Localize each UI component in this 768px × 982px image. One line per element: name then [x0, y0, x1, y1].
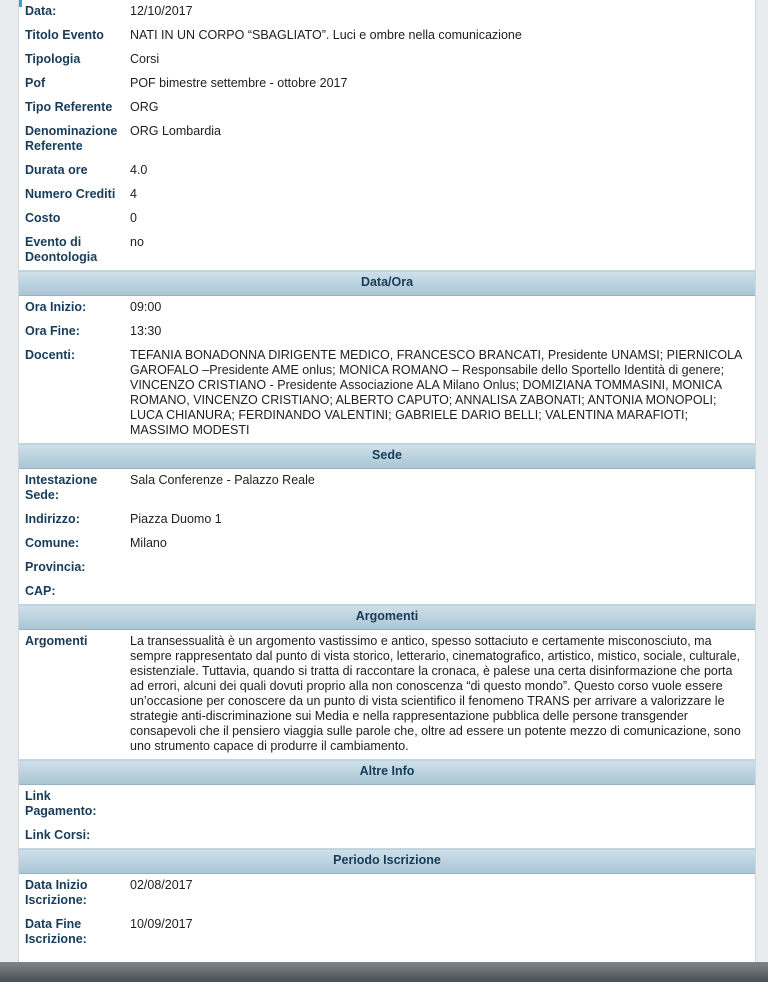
section-title: Argomenti: [19, 605, 755, 630]
detail-row: [19, 24, 755, 48]
detail-row: [19, 630, 755, 760]
detail-row: [19, 824, 755, 849]
section-header: [19, 760, 755, 785]
field-label: Intestazione Sede:: [25, 473, 98, 502]
section-header: [19, 849, 755, 874]
field-label: Link Pagamento:: [25, 789, 97, 818]
detail-row: [19, 296, 755, 321]
field-label: Indirizzo:: [25, 512, 80, 526]
field-label: Evento di Deontologia: [25, 235, 98, 264]
event-detail-table: [19, 0, 755, 952]
taskbar: [0, 962, 768, 982]
field-label: Data Fine Iscrizione:: [25, 917, 87, 946]
field-value: 13:30: [130, 324, 162, 338]
field-value: 02/08/2017: [130, 878, 193, 892]
detail-row: [19, 320, 755, 344]
field-label: Docenti:: [25, 348, 75, 362]
field-label: Pof: [25, 76, 46, 90]
detail-row: [19, 96, 755, 120]
field-value: 09:00: [130, 300, 162, 314]
field-value: NATI IN UN CORPO “SBAGLIATO”. Luci e ombre nella comunicazione: [130, 28, 522, 42]
field-label: Data Inizio Iscrizione:: [25, 878, 88, 907]
accent-bar: [19, 0, 22, 7]
field-label: Link Corsi:: [25, 828, 91, 842]
field-value: 4.0: [130, 163, 148, 177]
field-value: La transessualità è un argomento vastissimo e antico, spesso sottaciuto e certamente misconosciuto, ma sempre rappresentato dal punto di vista storico, letterario, cinematografico, artistico, mistico, sociale, culturale, esistenziale. Tuttavia, quando si tratta di raccontare la cronaca, è palese una certa disinformazione che porta ad errori, alcuni dei quali dovuti proprio alla non conoscenza “di questo mondo”. Questo corso vuole essere un’occasione per conoscere da un punto di vista scientifico il fenomeno TRANS per arrivare a valorizzare le strategie anti-discriminazione sui Media e nella rappresentazione pubblica delle persone transgender consapevoli che il pensiero viaggia sulle parole che, oltre ad essere un potente mezzo di comunicazione, sono uno strumento capace di produrre il cambiamento.: [130, 634, 741, 753]
detail-row: [19, 159, 755, 183]
field-label: CAP:: [25, 584, 56, 598]
detail-row: [19, 874, 755, 914]
detail-row: [19, 469, 755, 509]
section-title: Periodo Iscrizione: [19, 849, 755, 874]
field-value: 12/10/2017: [130, 4, 193, 18]
detail-row: [19, 556, 755, 580]
field-value: 4: [130, 187, 137, 201]
field-value: [124, 580, 755, 605]
detail-row: [19, 72, 755, 96]
field-label: Tipologia: [25, 52, 81, 66]
field-label: Provincia:: [25, 560, 86, 574]
field-value: ORG Lombardia: [130, 124, 222, 138]
field-value: [124, 556, 755, 580]
section-title: Altre Info: [19, 760, 755, 785]
detail-row: [19, 231, 755, 271]
detail-row: [19, 0, 755, 24]
field-label: Costo: [25, 211, 61, 225]
field-value: 10/09/2017: [130, 917, 193, 931]
field-value: ORG: [130, 100, 159, 114]
detail-row: [19, 183, 755, 207]
field-label: Titolo Evento: [25, 28, 104, 42]
field-label: Comune:: [25, 536, 80, 550]
detail-row: [19, 207, 755, 231]
section-title: Sede: [19, 444, 755, 469]
detail-row: [19, 508, 755, 532]
detail-row: [19, 785, 755, 825]
detail-row: [19, 913, 755, 952]
field-value: TEFANIA BONADONNA DIRIGENTE MEDICO, FRANCESCO BRANCATI, Presidente UNAMSI; PIERNICOLA GAROFALO –Presidente AME onlus; MONICA ROMANO – Responsabile dello Sportello Identità di genere; VINCENZO CRISTIANO - Presidente Associazione ALA Milano Onlus; DOMIZIANA TOMMASINI, MONICA ROMANO, VINCENZO CRISTIANO; ALBERTO CAPUTO; ANNALISA ZABONATI; ANTONIA MONOPOLI; LUCA CHIANURA; FERDINANDO VALENTINI; GABRIELE DARIO BELLI; VALENTINA MARAFIOTI; MASSIMO MODESTI: [130, 348, 742, 437]
field-label: Ora Inizio:: [25, 300, 87, 314]
field-value: Sala Conferenze - Palazzo Reale: [130, 473, 315, 487]
field-value: [124, 785, 755, 825]
detail-row: [19, 580, 755, 605]
section-header: [19, 271, 755, 296]
field-label: Ora Fine:: [25, 324, 80, 338]
field-label: Argomenti: [25, 634, 88, 648]
section-title: Data/Ora: [19, 271, 755, 296]
field-value: POF bimestre settembre - ottobre 2017: [130, 76, 348, 90]
detail-row: [19, 120, 755, 159]
detail-row: [19, 48, 755, 72]
field-value: Corsi: [130, 52, 160, 66]
field-label: Data:: [25, 4, 57, 18]
event-detail-panel: [18, 0, 756, 982]
field-label: Tipo Referente: [25, 100, 113, 114]
field-label: Durata ore: [25, 163, 88, 177]
section-header: [19, 444, 755, 469]
field-value: 0: [130, 211, 137, 225]
detail-row: [19, 532, 755, 556]
field-value: [124, 824, 755, 849]
section-header: [19, 605, 755, 630]
field-value: no: [130, 235, 144, 249]
field-label: Numero Crediti: [25, 187, 116, 201]
field-label: Denominazione Referente: [25, 124, 118, 153]
detail-row: [19, 344, 755, 444]
field-value: Piazza Duomo 1: [130, 512, 222, 526]
field-value: Milano: [130, 536, 167, 550]
